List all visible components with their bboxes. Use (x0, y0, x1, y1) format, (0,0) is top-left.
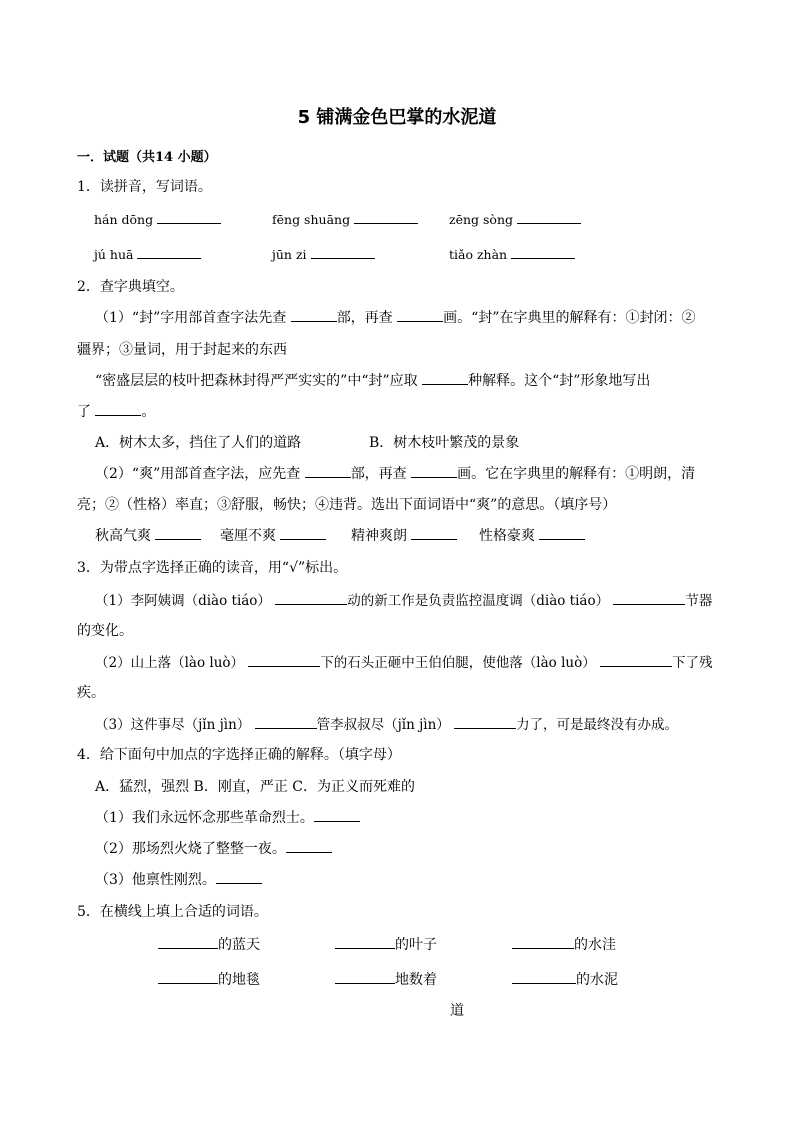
fill-item: 的水泥 (512, 969, 618, 989)
question-1-stem: 1．读拼音，写词语。 (77, 179, 212, 195)
fill-item-wrap: 道 (450, 1003, 464, 1019)
question-4-sentence: （1）我们永远怀念那些革命烈士。 (95, 807, 360, 827)
answer-blank[interactable] (137, 244, 201, 259)
question-2-text: 疆界；③量词，用于封起来的东西 (77, 342, 287, 358)
answer-blank[interactable] (216, 869, 262, 884)
question-2-sentence: “密盛层层的枝叶把森林封得严严实实的”中“封”应取 种解释。这个“封”形象地写出 (95, 370, 650, 390)
question-2-text: 亮；②（性格）率直；③舒服，畅快；④违背。选出下面词语中“爽”的意思。（填序号） (77, 497, 617, 513)
answer-blank[interactable] (314, 807, 360, 822)
question-4-options: A．猛烈，强烈 B．刚直，严正 C．为正义而死难的 (95, 779, 416, 795)
pinyin-item: jú huā (94, 244, 201, 262)
answer-blank[interactable] (157, 209, 221, 224)
answer-blank[interactable] (95, 401, 141, 416)
answer-blank[interactable] (155, 525, 201, 540)
question-5-stem: 5．在横线上填上合适的词语。 (77, 904, 268, 920)
answer-blank[interactable] (600, 652, 672, 667)
word-item: 秋高气爽 (95, 525, 201, 545)
fill-item: 的蓝天 (158, 934, 260, 954)
pinyin-item: jūn zi (272, 244, 375, 262)
answer-blank[interactable] (275, 590, 347, 605)
answer-blank[interactable] (511, 244, 575, 259)
question-2-stem: 2．查字典填空。 (77, 279, 184, 295)
fill-item: 的叶子 (335, 934, 437, 954)
answer-blank[interactable] (286, 838, 332, 853)
question-4-sentence: （3）他禀性刚烈。 (95, 869, 262, 889)
fill-item: 地数着 (335, 969, 437, 989)
question-4-stem: 4．给下面句中加点的字选择正确的解释。（填字母） (77, 747, 401, 763)
question-2-part2: （2）“爽”用部首查字法，应先查 部，再查 画。它在字典里的解释有：①明朗，清 (95, 463, 695, 483)
option-b: B．树木枝叶繁茂的景象 (369, 435, 520, 451)
answer-blank[interactable] (354, 209, 418, 224)
fill-item: 的水洼 (512, 934, 616, 954)
answer-blank[interactable] (311, 244, 375, 259)
question-3-stem: 3．为带点字选择正确的读音，用“√”标出。 (77, 560, 348, 576)
answer-blank[interactable] (335, 934, 395, 949)
answer-blank[interactable] (411, 525, 457, 540)
answer-blank[interactable] (512, 969, 576, 984)
question-3-line1: （1）李阿姨调（diào tiáo） 动的新工作是负责监控温度调（diào tiáo） 节器 (95, 589, 712, 609)
fill-item: 的地毯 (158, 969, 260, 989)
answer-blank[interactable] (158, 969, 218, 984)
section-heading: 一．试题（共14 小题） (77, 150, 217, 165)
question-2-part1: （1）“封”字用部首查字法先查 部，再查 画。“封”在字典里的解释有：①封闭：② (95, 307, 695, 327)
answer-blank[interactable] (613, 590, 685, 605)
question-4-sentence: （2）那场烈火烧了整整一夜。 (95, 838, 332, 858)
question-3-line3: （3）这件事尽（jǐn jìn） 管李叔叔尽（jǐn jìn） 力了，可是最终没有办成。 (95, 713, 678, 733)
answer-blank[interactable] (397, 307, 443, 322)
answer-blank[interactable] (517, 209, 581, 224)
pinyin-item: fēng shuāng (272, 209, 418, 227)
answer-blank[interactable] (248, 652, 320, 667)
page-title: 5 铺满金色巴掌的水泥道 (297, 107, 497, 128)
answer-blank[interactable] (280, 525, 326, 540)
word-item: 精神爽朗 (351, 525, 457, 545)
answer-blank[interactable] (422, 370, 468, 385)
answer-blank[interactable] (539, 525, 585, 540)
question-3-line2: （2）山上落（lào luò） 下的石头正砸中王伯伯腿，使他落（lào luò） 下了残 (95, 651, 713, 671)
answer-blank[interactable] (158, 934, 218, 949)
answer-blank[interactable] (305, 463, 351, 478)
pinyin-item: zēng sòng (449, 209, 581, 227)
answer-blank[interactable] (512, 934, 574, 949)
word-item: 性格豪爽 (479, 525, 585, 545)
question-2-sentence-end: 了 。 (77, 401, 155, 421)
answer-blank[interactable] (335, 969, 395, 984)
answer-blank[interactable] (291, 307, 337, 322)
question-3-text: 的变化。 (77, 623, 133, 639)
pinyin-item: tiǎo zhàn (449, 244, 575, 262)
option-a: A．树木太多，挡住了人们的道路 (95, 435, 302, 451)
answer-blank[interactable] (411, 463, 457, 478)
answer-blank[interactable] (454, 714, 516, 729)
word-item: 毫厘不爽 (220, 525, 326, 545)
answer-blank[interactable] (255, 714, 317, 729)
question-3-text: 疾。 (77, 685, 105, 701)
pinyin-item: hán dōng (94, 209, 221, 227)
